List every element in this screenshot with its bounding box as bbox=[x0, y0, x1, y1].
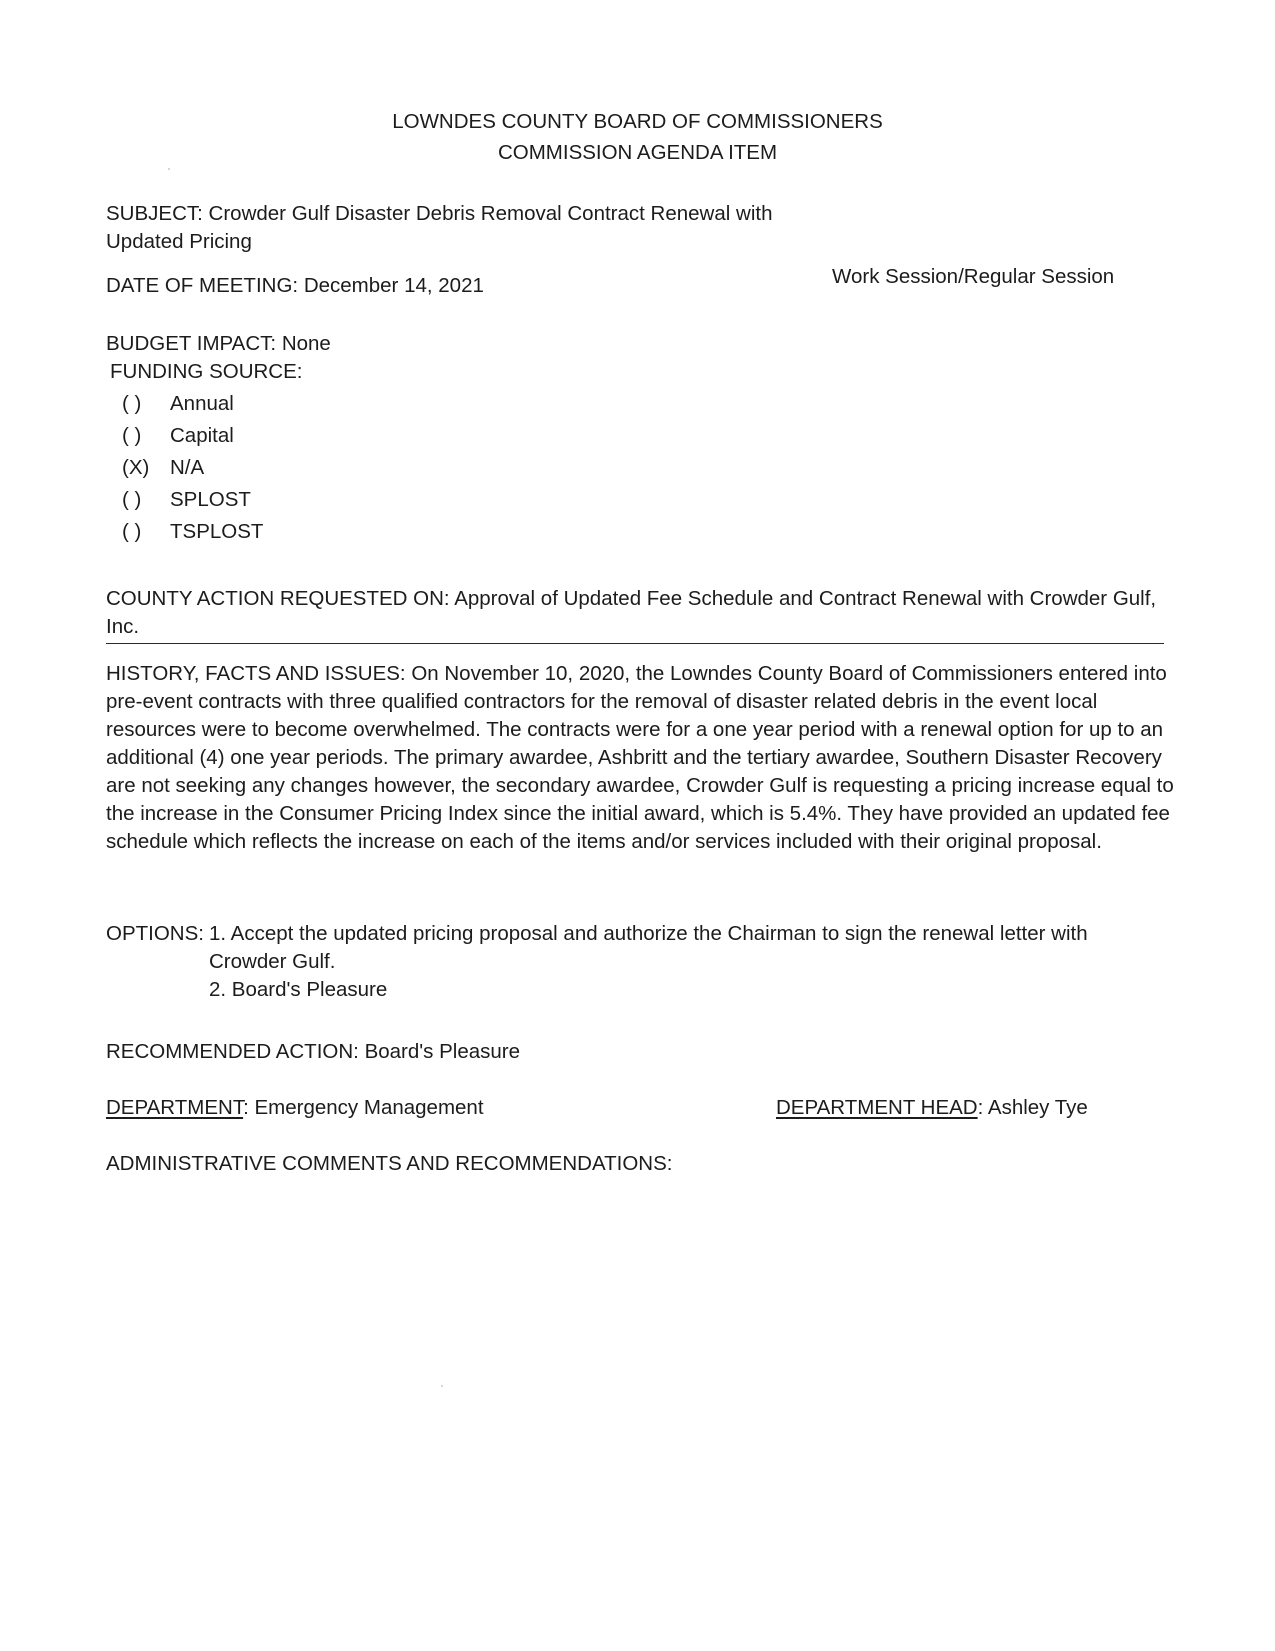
funding-checkbox-mark: ( ) bbox=[122, 488, 142, 511]
county-action-requested bbox=[106, 585, 1166, 641]
history-facts-issues bbox=[106, 660, 1174, 856]
department-line: DEPARTMENT: Emergency Management bbox=[106, 1096, 484, 1119]
section-divider bbox=[106, 643, 1164, 644]
budget-impact-value: None bbox=[281, 332, 331, 355]
scan-speck bbox=[441, 1385, 443, 1387]
document-subtitle: COMMISSION AGENDA ITEM bbox=[497, 141, 778, 164]
funding-option-label: Capital bbox=[170, 424, 234, 447]
recommended-action-line bbox=[106, 1038, 520, 1066]
funding-option-annual bbox=[122, 390, 234, 418]
department-value: Emergency Management bbox=[254, 1096, 484, 1119]
history-label: HISTORY, FACTS AND ISSUES: bbox=[106, 662, 406, 685]
subject-line bbox=[106, 200, 826, 256]
option-item-2: 2. Board's Pleasure bbox=[209, 978, 388, 1001]
session-type: Work Session/Regular Session bbox=[832, 265, 1115, 288]
document-title: LOWNDES COUNTY BOARD OF COMMISSIONERS bbox=[392, 110, 883, 133]
meeting-date-label: DATE OF MEETING: bbox=[106, 274, 299, 297]
funding-option-tsplost bbox=[122, 518, 263, 546]
funding-checkbox-mark: ( ) bbox=[122, 424, 142, 447]
meeting-date: December 14, 2021 bbox=[303, 274, 484, 297]
funding-source-label: FUNDING SOURCE: bbox=[110, 360, 303, 383]
history-text: On November 10, 2020, the Lowndes County Board of Commissioners entered into pre-event contracts with three qualified contractors for the removal of disaster related debris in the event local resources were to become overwhelmed. The contracts were for a one year period with a renewal option for up to an additional (4) one year periods. The primary awardee, Ashbritt and the tertiary awardee, Southern Disaster Recovery are not seeking any changes however, the secondary awardee, Crowder Gulf is requesting a pricing increase equal to the increase in the Consumer Pricing Index since the initial award, which is 5.4%. They have provided an updated fee schedule which reflects the increase on each of the items and/or services included with their original proposal. bbox=[106, 662, 1174, 853]
funding-option-label: N/A bbox=[170, 456, 205, 479]
recommended-action-value: Board's Pleasure bbox=[364, 1040, 521, 1063]
department-label: DEPARTMENT bbox=[106, 1096, 244, 1119]
budget-impact-label: BUDGET IMPACT: bbox=[106, 332, 277, 355]
administrative-comments-label: ADMINISTRATIVE COMMENTS AND RECOMMENDATIONS: bbox=[106, 1152, 673, 1175]
options-list bbox=[209, 920, 1169, 1004]
funding-option-label: Annual bbox=[170, 392, 234, 415]
meeting-date-line bbox=[106, 272, 484, 300]
county-action-label: COUNTY ACTION REQUESTED ON: bbox=[106, 587, 450, 610]
option-item-1: 1. Accept the updated pricing proposal and authorize the Chairman to sign the renewal letter with Crowder Gulf. bbox=[209, 922, 1088, 973]
subject-text: Crowder Gulf Disaster Debris Removal Contract Renewal with Updated Pricing bbox=[106, 202, 773, 253]
county-action-text: Approval of Updated Fee Schedule and Contract Renewal with Crowder Gulf, Inc. bbox=[106, 587, 1157, 638]
recommended-action-label: RECOMMENDED ACTION: bbox=[106, 1040, 359, 1063]
funding-option-na bbox=[122, 454, 204, 482]
scan-speck bbox=[168, 168, 170, 170]
department-head-line: DEPARTMENT HEAD: Ashley Tye bbox=[776, 1096, 1088, 1119]
budget-impact-line bbox=[106, 330, 331, 358]
funding-checkbox-mark: ( ) bbox=[122, 392, 142, 415]
funding-checkbox-mark: (X) bbox=[122, 456, 150, 479]
funding-option-capital bbox=[122, 422, 234, 450]
options-label: OPTIONS: bbox=[106, 922, 204, 945]
department-head-value: Ashley Tye bbox=[987, 1096, 1088, 1119]
funding-checkbox-mark: ( ) bbox=[122, 520, 142, 543]
funding-option-splost bbox=[122, 486, 251, 514]
department-head-label: DEPARTMENT HEAD bbox=[776, 1096, 978, 1119]
funding-option-label: TSPLOST bbox=[170, 520, 264, 543]
funding-option-label: SPLOST bbox=[170, 488, 251, 511]
subject-label: SUBJECT: bbox=[106, 202, 203, 225]
